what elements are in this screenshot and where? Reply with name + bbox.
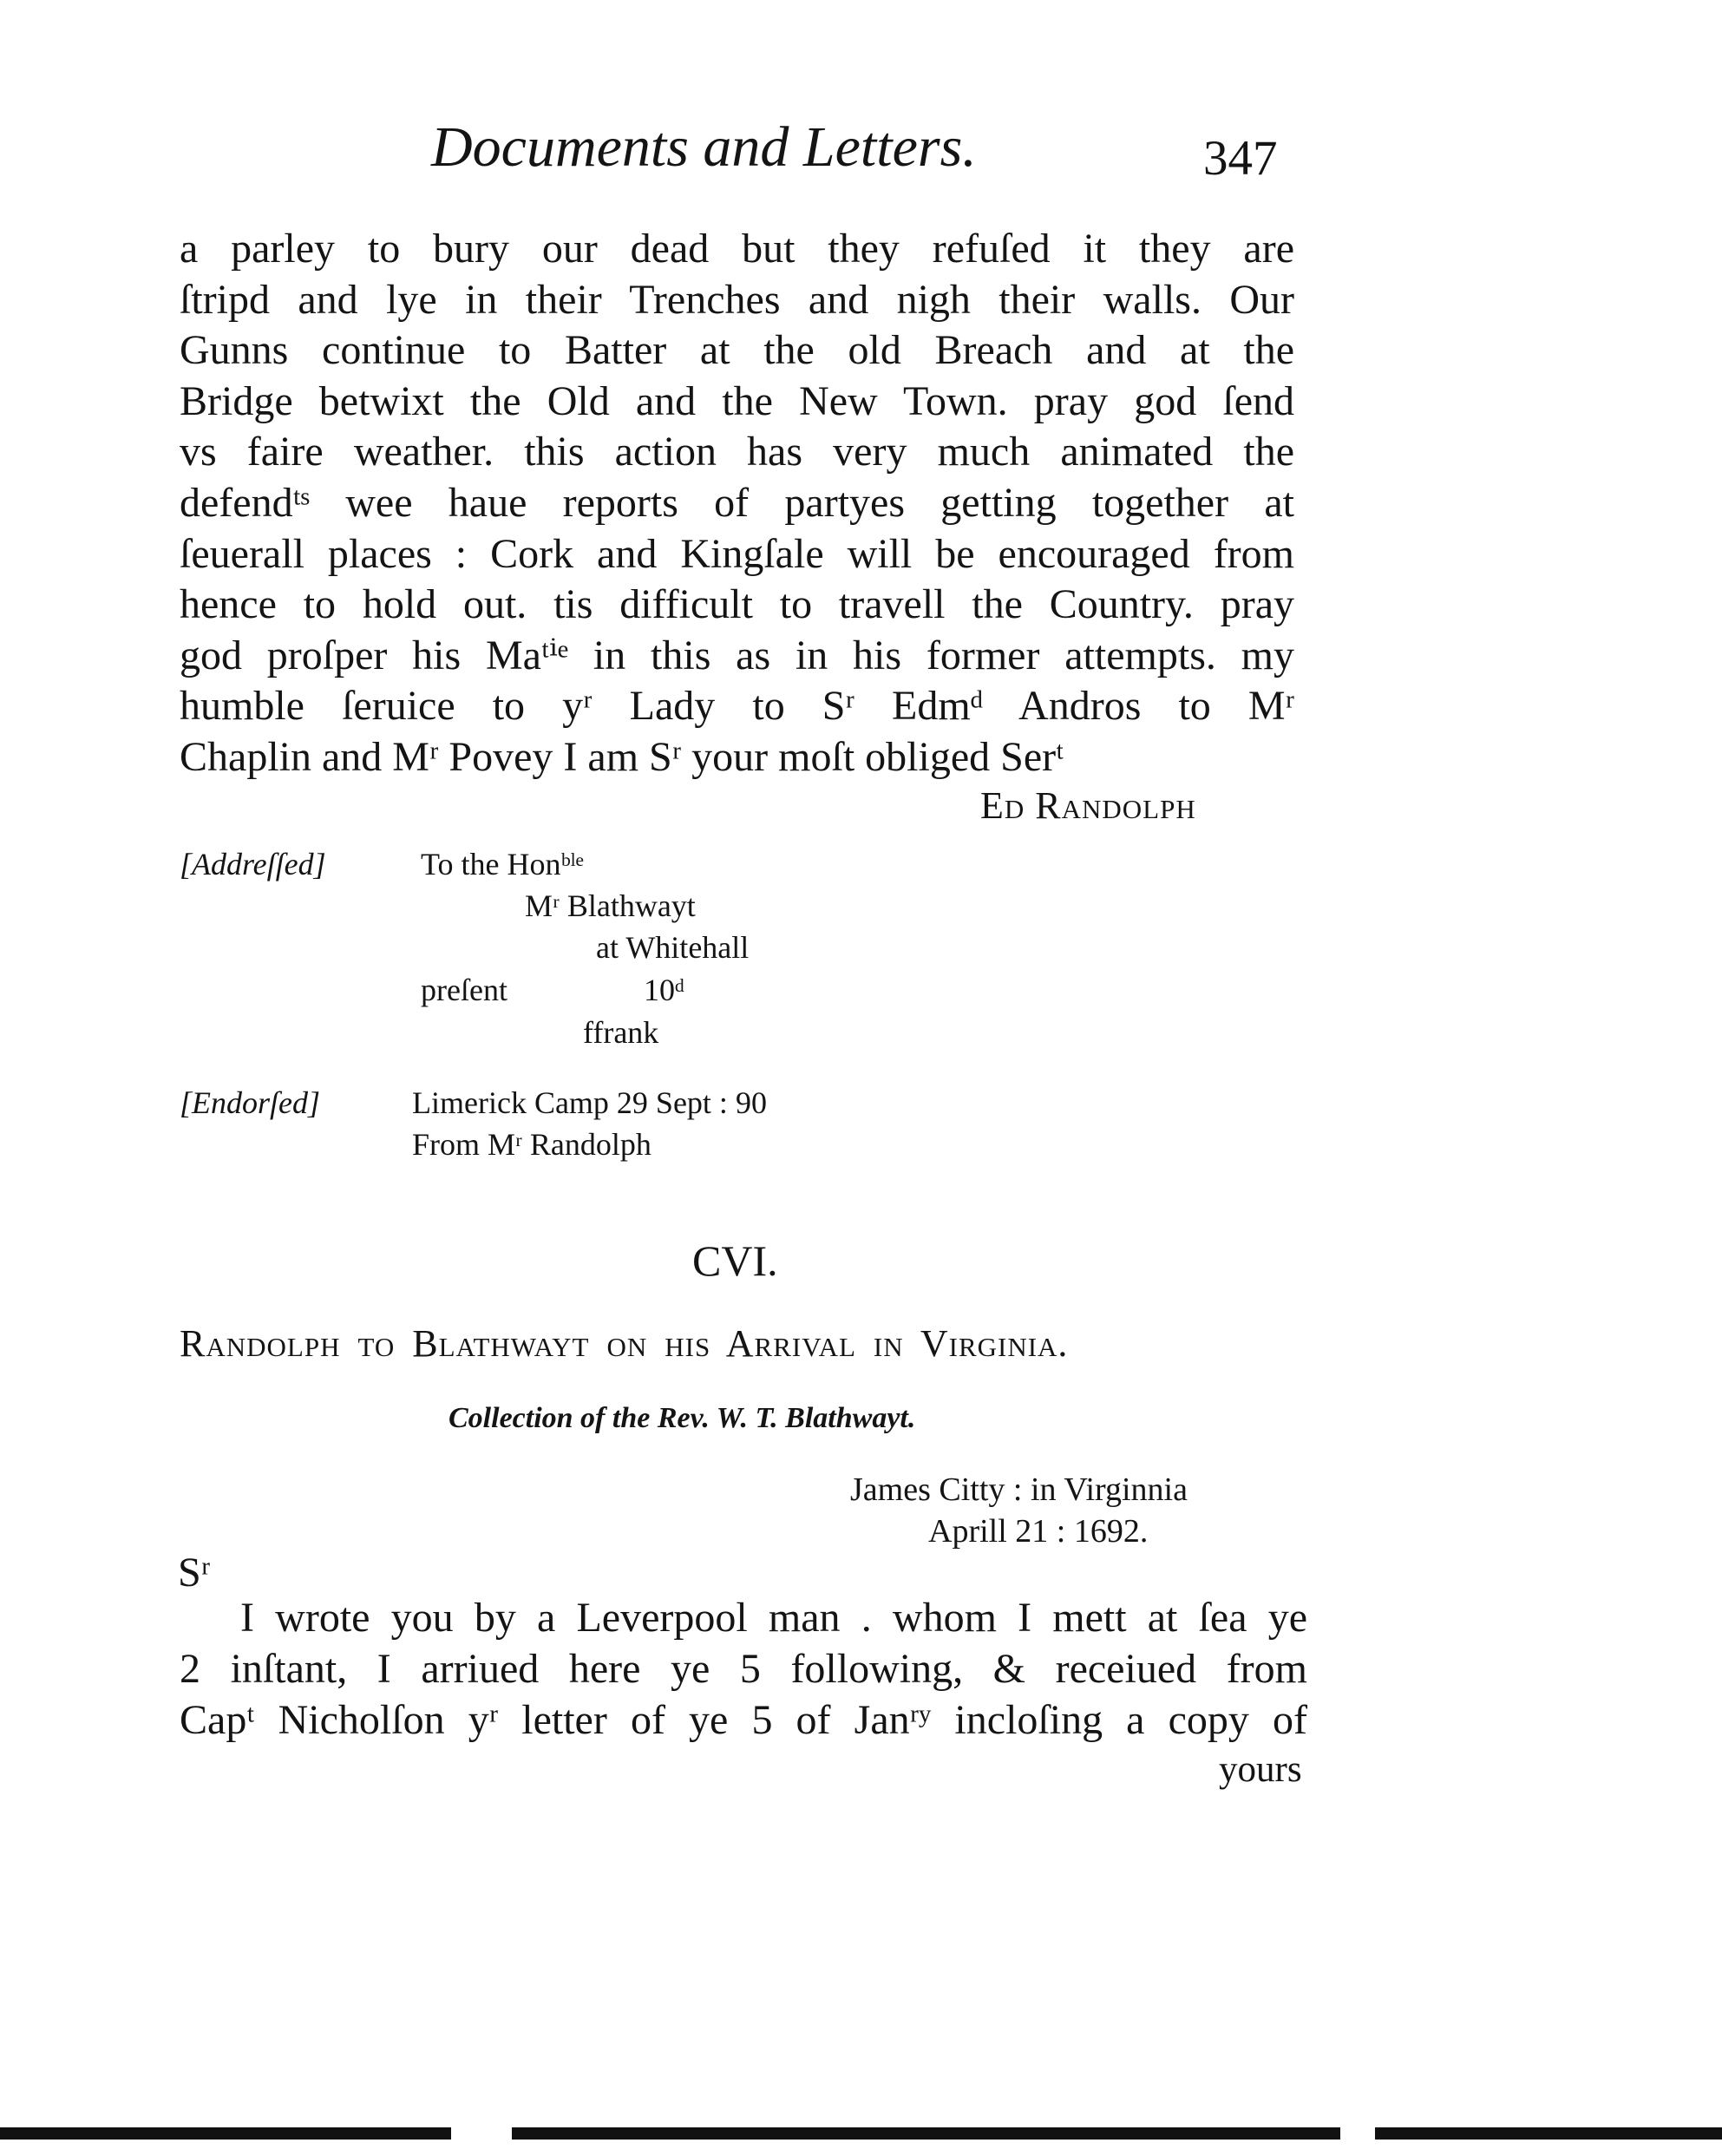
address-line: To the Honᵇˡᵉ [421, 847, 584, 881]
letter-line: 2 inſtant, I arriued here ye 5 following, & receiued from [180, 1646, 1307, 1692]
page-bottom-edge [0, 2127, 1722, 2140]
letter-line: I wrote you by a Leverpool man . whom I mett at ſea ye [240, 1595, 1307, 1641]
letter-line: Capᵗ Nicholſon yʳ letter of ye 5 of Janʳʸ incloſing a copy of [180, 1697, 1307, 1743]
letter-body-continued [180, 224, 1294, 783]
body-line: ſtripd and lye in their Trenches and nigh their walls. Our [180, 276, 1294, 323]
body-line: defendᵗˢ wee haue reports of partyes getting together at [180, 479, 1294, 526]
page-number: 347 [1203, 131, 1278, 186]
letter-place: James Citty : in Virginnia [850, 1471, 1188, 1508]
source-note: Collection of the Rev. W. T. Blathwayt. [449, 1402, 916, 1434]
endorsement-label: [Endorſed] [180, 1085, 320, 1120]
body-line: vs faire weather. this action has very much animated the [180, 429, 1294, 475]
body-line: Chaplin and Mʳ Povey I am Sʳ your moſt obliged Serᵗ [180, 733, 1064, 780]
body-line: humble ſeruice to yʳ Lady to Sʳ Edmᵈ Andros to Mʳ [180, 683, 1294, 730]
running-header-title: Documents and Letters. [431, 115, 977, 179]
catchword: yours [1219, 1749, 1302, 1790]
body-line: Bridge betwixt the Old and the New Town. pray god ſend [180, 377, 1294, 424]
address-label: [Addreſſed] [180, 847, 326, 881]
salutation: Sʳ [178, 1550, 211, 1596]
endorsement-line: Limerick Camp 29 Sept : 90 [412, 1085, 767, 1120]
endorsement-line: From Mʳ Randolph [412, 1127, 651, 1162]
address-line: Mʳ Blathwayt [525, 888, 696, 923]
body-line: a parley to bury our dead but they refuſed it they are [180, 226, 1294, 272]
address-line: preſent [421, 973, 507, 1007]
section-number: CVI. [692, 1236, 778, 1285]
letter-date: Aprill 21 : 1692. [928, 1513, 1149, 1550]
page-bottom-edge-gap [1340, 2126, 1375, 2143]
signature: Ed Randolph [980, 784, 1196, 827]
page-bottom-edge-gap [451, 2126, 512, 2143]
postage-amount: 10ᵈ [644, 973, 685, 1007]
address-line: at Whitehall [596, 930, 750, 965]
body-line: Gunns continue to Batter at the old Breach and at the [180, 327, 1294, 374]
letter-body [180, 1592, 1307, 1746]
body-line: god proſper his Maᵗⁱᵉ in this as in his former attempts. my [180, 632, 1294, 678]
body-line: hence to hold out. tis difficult to travell the Country. pray [180, 581, 1294, 628]
body-line: ſeuerall places : Cork and Kingſale will be encouraged from [180, 530, 1294, 577]
letter-title: Randolph to Blathwayt on his Arrival in Virginia. [180, 1322, 1069, 1365]
address-line: ffrank [583, 1015, 659, 1050]
